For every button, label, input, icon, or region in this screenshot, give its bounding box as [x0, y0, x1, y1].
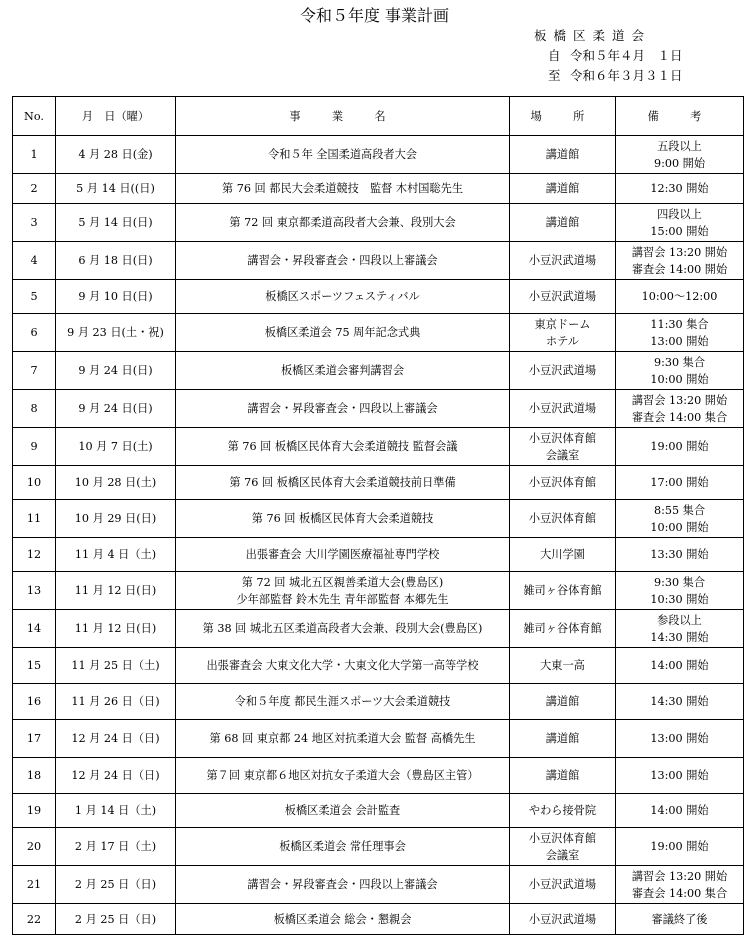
column-header-note: 備 考 — [616, 97, 744, 136]
row-place-line: 雑司ヶ谷体育館 — [523, 584, 602, 597]
row-event — [176, 684, 510, 720]
row-number: 18 — [13, 758, 56, 794]
row-note-line: 14:30 開始 — [650, 695, 709, 708]
row-place — [510, 866, 616, 904]
row-number: 12 — [13, 538, 56, 572]
row-note-line: 五段以上 — [657, 139, 702, 153]
row-number: 5 — [13, 280, 56, 314]
row-place — [510, 828, 616, 866]
table-row — [13, 648, 744, 684]
row-date: 11 月 12 日(日) — [56, 572, 176, 610]
row-note — [616, 648, 744, 684]
row-place-line: 小豆沢体育館 — [528, 431, 597, 445]
row-note-line: 13:30 開始 — [650, 548, 709, 561]
row-number: 6 — [13, 314, 56, 352]
row-note-line: 11:30 集合 — [650, 317, 709, 331]
row-event-line: 板橋区柔道会 常任理事会 — [279, 840, 406, 853]
table-row — [13, 352, 744, 390]
row-note-line: 10:30 開始 — [650, 592, 709, 606]
row-place-line: 小豆沢武道場 — [528, 402, 597, 415]
row-event-line: 第 72 回 東京都柔道高段者大会兼、段別大会 — [229, 216, 456, 229]
row-date: 12 月 24 日（日) — [56, 758, 176, 794]
row-place — [510, 466, 616, 500]
row-place — [510, 610, 616, 648]
row-date: 9 月 24 日(日) — [56, 390, 176, 428]
table-row — [13, 390, 744, 428]
row-place-line: 雑司ヶ谷体育館 — [523, 622, 602, 635]
table-row — [13, 242, 744, 280]
row-note — [616, 428, 744, 466]
table-row — [13, 720, 744, 758]
table-row — [13, 866, 744, 904]
row-place — [510, 758, 616, 794]
row-note-line: 14:30 開始 — [650, 630, 709, 644]
row-number: 13 — [13, 572, 56, 610]
row-note — [616, 352, 744, 390]
row-date: 11 月 25 日（土) — [56, 648, 176, 684]
row-number: 17 — [13, 720, 56, 758]
row-note — [616, 500, 744, 538]
row-note-line: 10:00 開始 — [650, 372, 709, 386]
row-place — [510, 648, 616, 684]
row-note — [616, 136, 744, 174]
row-event — [176, 314, 510, 352]
row-place — [510, 242, 616, 280]
row-event — [176, 610, 510, 648]
table-row — [13, 572, 744, 610]
row-note-line: 9:00 開始 — [653, 156, 706, 170]
row-note-line: 13:00 開始 — [650, 769, 709, 782]
row-note — [616, 538, 744, 572]
row-place-line: 小豆沢武道場 — [528, 878, 597, 891]
table-row — [13, 828, 744, 866]
row-place — [510, 204, 616, 242]
row-note-line: 12:30 開始 — [650, 182, 709, 195]
schedule-table-body — [13, 136, 744, 935]
row-place-line: やわら接骨院 — [528, 804, 597, 817]
period-start — [548, 46, 683, 64]
row-event-line: 講習会・昇段審査会・四段以上審議会 — [247, 254, 438, 267]
row-note-line: 17:00 開始 — [650, 476, 709, 489]
row-event-line: 第 38 回 城北五区柔道高段者大会兼、段別大会(豊島区) — [202, 622, 483, 635]
row-number: 11 — [13, 500, 56, 538]
row-date: 10 月 7 日(土) — [56, 428, 176, 466]
period-end-label: 至 — [548, 68, 561, 83]
row-place — [510, 684, 616, 720]
row-number: 15 — [13, 648, 56, 684]
row-event — [176, 428, 510, 466]
row-number: 3 — [13, 204, 56, 242]
row-event — [176, 648, 510, 684]
row-note — [616, 794, 744, 828]
row-event-line: 少年部監督 鈴木先生 青年部監督 本郷先生 — [236, 592, 449, 606]
row-date: 12 月 24 日（日) — [56, 720, 176, 758]
row-place — [510, 572, 616, 610]
table-row — [13, 904, 744, 935]
row-note-line: 10:00～12:00 — [641, 290, 718, 303]
row-date: 4 月 28 日(金) — [56, 136, 176, 174]
row-note — [616, 684, 744, 720]
row-place — [510, 136, 616, 174]
row-date: 11 月 4 日（土) — [56, 538, 176, 572]
row-note — [616, 904, 744, 935]
row-event-line: 出張審査会 大東文化大学・大東文化大学第一高等学校 — [206, 659, 479, 672]
row-number: 7 — [13, 352, 56, 390]
column-header-no: No. — [13, 97, 56, 136]
row-place — [510, 280, 616, 314]
table-row — [13, 684, 744, 720]
row-place-line: 講道館 — [545, 182, 580, 195]
row-number: 2 — [13, 174, 56, 204]
table-header-row — [13, 97, 744, 136]
row-note — [616, 572, 744, 610]
row-place-line: 講道館 — [545, 732, 580, 745]
row-event — [176, 538, 510, 572]
row-place-line: 講道館 — [545, 769, 580, 782]
row-event — [176, 174, 510, 204]
row-event-line: 板橋区柔道会 会計監査 — [284, 804, 401, 817]
row-event — [176, 500, 510, 538]
row-event-line: 講習会・昇段審査会・四段以上審議会 — [247, 402, 438, 415]
row-number: 21 — [13, 866, 56, 904]
period-end-date: 令和６年３月３１日 — [570, 68, 683, 83]
row-note — [616, 610, 744, 648]
row-place-line: 小豆沢武道場 — [528, 912, 597, 926]
row-note-line: 13:00 開始 — [650, 732, 709, 745]
row-note-line: 9:30 集合 — [653, 355, 706, 369]
row-note-line: 講習会 13:20 開始 — [631, 869, 728, 883]
row-event-line: 令和５年 全国柔道高段者大会 — [268, 148, 417, 161]
row-note-line: 参段以上 — [657, 613, 702, 627]
period-start-label: 自 — [548, 48, 561, 63]
row-number: 22 — [13, 904, 56, 935]
row-number: 14 — [13, 610, 56, 648]
schedule-table — [12, 96, 744, 935]
row-place — [510, 390, 616, 428]
row-place-line: 小豆沢武道場 — [528, 364, 597, 377]
row-note — [616, 828, 744, 866]
row-place-line: 東京ドーム — [534, 317, 591, 331]
row-number: 4 — [13, 242, 56, 280]
row-event-line: 出張審査会 大川学園医療福祉専門学校 — [245, 548, 440, 561]
row-event-line: 第 76 回 都民大会柔道競技 監督 木村国聡先生 — [221, 182, 464, 195]
row-place-line: 会議室 — [545, 848, 580, 862]
row-event — [176, 280, 510, 314]
row-place-line: 大川学園 — [540, 548, 585, 561]
row-note-line: 審査会 14:00 集合 — [631, 410, 728, 424]
row-place-line: 小豆沢武道場 — [528, 254, 597, 267]
row-date: 11 月 26 日（日) — [56, 684, 176, 720]
column-header-date: 月 日（曜） — [56, 97, 176, 136]
row-note-line: 講習会 13:20 開始 — [631, 393, 728, 407]
row-event — [176, 204, 510, 242]
row-date: 2 月 25 日（日) — [56, 904, 176, 935]
table-row — [13, 136, 744, 174]
row-event-line: 第７回 東京都６地区対抗女子柔道大会（豊島区主管） — [206, 769, 479, 782]
row-event-line: 講習会・昇段審査会・四段以上審議会 — [247, 878, 438, 891]
table-row — [13, 538, 744, 572]
row-number: 20 — [13, 828, 56, 866]
row-event — [176, 390, 510, 428]
table-row — [13, 204, 744, 242]
row-date: 9 月 10 日(日) — [56, 280, 176, 314]
table-row — [13, 428, 744, 466]
row-date: 9 月 24 日(日) — [56, 352, 176, 390]
row-event — [176, 758, 510, 794]
row-event-line: 第 76 回 板橋区民体育大会柔道競技 — [251, 512, 434, 525]
table-row — [13, 610, 744, 648]
row-place-line: 小豆沢体育館 — [528, 476, 597, 489]
row-place — [510, 314, 616, 352]
row-place — [510, 174, 616, 204]
row-event-line: 第 72 回 城北五区親善柔道大会(豊島区) — [241, 575, 444, 589]
row-date: 10 月 29 日(日) — [56, 500, 176, 538]
row-date: 2 月 25 日（日) — [56, 866, 176, 904]
row-number: 10 — [13, 466, 56, 500]
row-note-line: 審査会 14:00 開始 — [631, 262, 728, 276]
row-place — [510, 904, 616, 935]
row-note — [616, 720, 744, 758]
row-note — [616, 242, 744, 280]
row-note-line: 講習会 13:20 開始 — [631, 245, 728, 259]
row-event-line: 板橋区スポーツフェスティバル — [265, 290, 420, 303]
row-note-line: 13:00 開始 — [650, 334, 709, 348]
table-row — [13, 280, 744, 314]
row-note-line: 10:00 開始 — [650, 520, 709, 534]
row-place — [510, 538, 616, 572]
row-event — [176, 572, 510, 610]
row-event-line: 第 68 回 東京都 24 地区対抗柔道大会 監督 高橋先生 — [209, 732, 476, 745]
row-note — [616, 758, 744, 794]
row-note — [616, 280, 744, 314]
row-event — [176, 794, 510, 828]
row-date: 6 月 18 日(日) — [56, 242, 176, 280]
row-date: 5 月 14 日(日) — [56, 204, 176, 242]
row-date: 2 月 17 日（土) — [56, 828, 176, 866]
table-row — [13, 758, 744, 794]
row-note-line: 8:55 集合 — [653, 503, 706, 517]
row-note-line: 19:00 開始 — [650, 840, 709, 853]
table-row — [13, 174, 744, 204]
row-event-line: 第 76 回 板橋区民体育大会柔道競技前日準備 — [229, 476, 456, 489]
row-number: 8 — [13, 390, 56, 428]
row-date: 9 月 23 日(土・祝) — [56, 314, 176, 352]
row-place — [510, 428, 616, 466]
row-place-line: 小豆沢武道場 — [528, 290, 597, 303]
row-note-line: 四段以上 — [657, 207, 702, 221]
row-event — [176, 866, 510, 904]
row-event — [176, 136, 510, 174]
row-event — [176, 828, 510, 866]
table-row — [13, 500, 744, 538]
row-date: 1 月 14 日（土) — [56, 794, 176, 828]
row-date: 5 月 14 日((日) — [56, 174, 176, 204]
row-event — [176, 904, 510, 935]
row-date: 10 月 28 日(土) — [56, 466, 176, 500]
page-title: 令和５年度 事業計画 — [299, 6, 450, 25]
row-note — [616, 174, 744, 204]
row-note — [616, 866, 744, 904]
row-number: 16 — [13, 684, 56, 720]
row-number: 9 — [13, 428, 56, 466]
row-note-line: 14:00 開始 — [650, 659, 709, 672]
row-place-line: 講道館 — [545, 216, 580, 229]
row-place-line: 講道館 — [545, 148, 580, 161]
row-note — [616, 314, 744, 352]
table-row — [13, 794, 744, 828]
table-row — [13, 314, 744, 352]
row-place — [510, 500, 616, 538]
row-note-line: 審議終了後 — [651, 912, 708, 926]
row-note-line: 9:30 集合 — [653, 575, 706, 589]
row-number: 19 — [13, 794, 56, 828]
row-place — [510, 352, 616, 390]
row-note-line: 審査会 14:00 集合 — [631, 886, 728, 900]
row-note — [616, 204, 744, 242]
row-place-line: ホテル — [545, 334, 579, 348]
row-event-line: 第 76 回 板橋区民体育大会柔道競技 監督会議 — [227, 440, 458, 453]
organization-name: 板橋区柔道会 — [534, 28, 652, 43]
row-event-line: 令和５年度 都民生涯スポーツ大会柔道競技 — [234, 695, 451, 708]
row-event-line: 板橋区柔道会審判講習会 — [280, 364, 405, 377]
row-place-line: 講道館 — [545, 695, 580, 708]
row-number: 1 — [13, 136, 56, 174]
row-event — [176, 352, 510, 390]
row-place-line: 大東一高 — [540, 659, 585, 672]
period-start-date: 令和５年４月 １日 — [570, 48, 683, 63]
row-place-line: 会議室 — [545, 448, 580, 462]
row-event-line: 板橋区柔道会 75 周年記念式典 — [264, 326, 421, 339]
row-event — [176, 466, 510, 500]
table-row — [13, 466, 744, 500]
row-event — [176, 242, 510, 280]
row-place — [510, 720, 616, 758]
row-note-line: 15:00 開始 — [650, 224, 709, 238]
row-note — [616, 466, 744, 500]
row-place-line: 小豆沢体育館 — [528, 512, 597, 525]
period-end — [548, 66, 683, 84]
row-place-line: 小豆沢体育館 — [528, 831, 597, 845]
row-note-line: 19:00 開始 — [650, 440, 709, 453]
row-event-line: 板橋区柔道会 総会・懇親会 — [273, 912, 412, 926]
column-header-event: 事 業 名 — [176, 97, 510, 136]
row-note-line: 14:00 開始 — [650, 804, 709, 817]
column-header-place: 場 所 — [510, 97, 616, 136]
row-date: 11 月 12 日(日) — [56, 610, 176, 648]
row-event — [176, 720, 510, 758]
row-note — [616, 390, 744, 428]
row-place — [510, 794, 616, 828]
